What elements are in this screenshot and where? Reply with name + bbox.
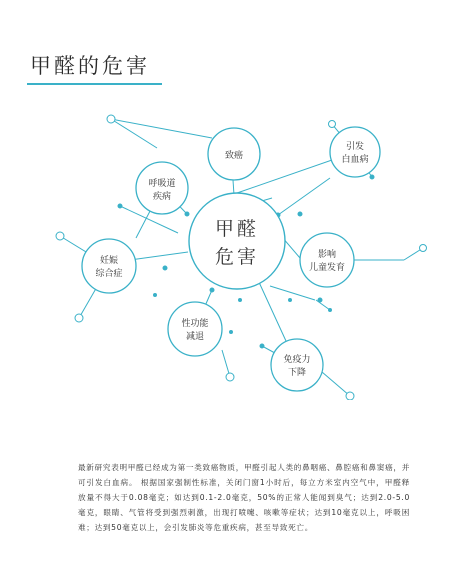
network-dot [289,299,292,302]
network-dot [329,309,332,312]
network-dot [75,314,83,322]
node-leukemia-label-2: 白血病 [341,155,369,165]
network-dot [298,212,302,216]
network-dot [118,204,122,208]
node-immunity-label-2: 下降 [287,368,307,378]
node-immunity [271,339,323,391]
network-dot [56,232,64,240]
network-dot [370,175,374,179]
network-dot [329,121,336,128]
network-dot [318,298,322,302]
node-respiratory [136,162,188,214]
node-pregnancy-label-1: 妊娠 [99,256,119,266]
network-dot [185,212,189,216]
center-circle [189,193,285,289]
network-dot [420,245,427,252]
node-pregnancy-label-2: 综合症 [95,269,123,279]
network-dot [346,392,354,400]
node-sexual-function-label-1: 性功能 [181,319,209,329]
node-respiratory-label-2: 疾病 [152,192,172,202]
node-sexual-function [168,302,222,356]
description-paragraph: 最新研究表明甲醛已经成为第一类致癌物质，甲醛引起人类的鼻咽癌、鼻腔癌和鼻窦癌，并可引发白血病。 根据国家强制性标准，关闭门窗1小时后，每立方米室内空气中，甲醛释放量不得大于0.08毫克；如达到0.1-2.0毫克，50%的正常人能闻到臭气；达到2.0-5.0毫克，眼睛、气管将受到强烈刺激，出现打喷嚏、咳嗽等症状；达到10毫克以上，呼吸困难；达到50毫克以上，会引发肺炎等危重疾病，甚至导致死亡。 [78,463,410,532]
node-immunity-circle [271,339,323,391]
node-child-development-label-2: 儿童发育 [308,263,346,273]
center-label-line2: 危害 [214,246,260,268]
connector-line [270,286,315,300]
node-immunity-label-1: 免疫力 [283,355,311,365]
node-leukemia [330,127,380,177]
connector-line [278,178,330,215]
node-respiratory-label-1: 呼吸道 [148,179,176,189]
page-title: 甲醛的危害 [30,54,150,78]
node-leukemia-circle [330,127,380,177]
node-cancer [208,128,260,180]
network-dot [239,299,242,302]
node-sexual-function-label-2: 减退 [185,332,205,342]
node-child-development [300,233,354,287]
node-cancer-label: 致癌 [224,151,244,161]
center-node [189,193,285,289]
network-dot [210,288,214,292]
node-pregnancy-circle [82,239,136,293]
node-leukemia-label-1: 引发 [345,142,365,152]
node-child-development-circle [300,233,354,287]
network-dot [226,373,234,381]
connector-line [322,372,350,396]
connector-line [130,252,188,260]
node-pregnancy [82,239,136,293]
network-dot [260,344,264,348]
network-dot [230,331,233,334]
center-label-line1: 甲醛 [214,218,260,240]
network-dot [107,115,115,123]
node-child-development-label-1: 影响 [317,250,337,260]
node-sexual-function-circle [168,302,222,356]
network-dot [154,294,157,297]
network-dot [163,266,167,270]
